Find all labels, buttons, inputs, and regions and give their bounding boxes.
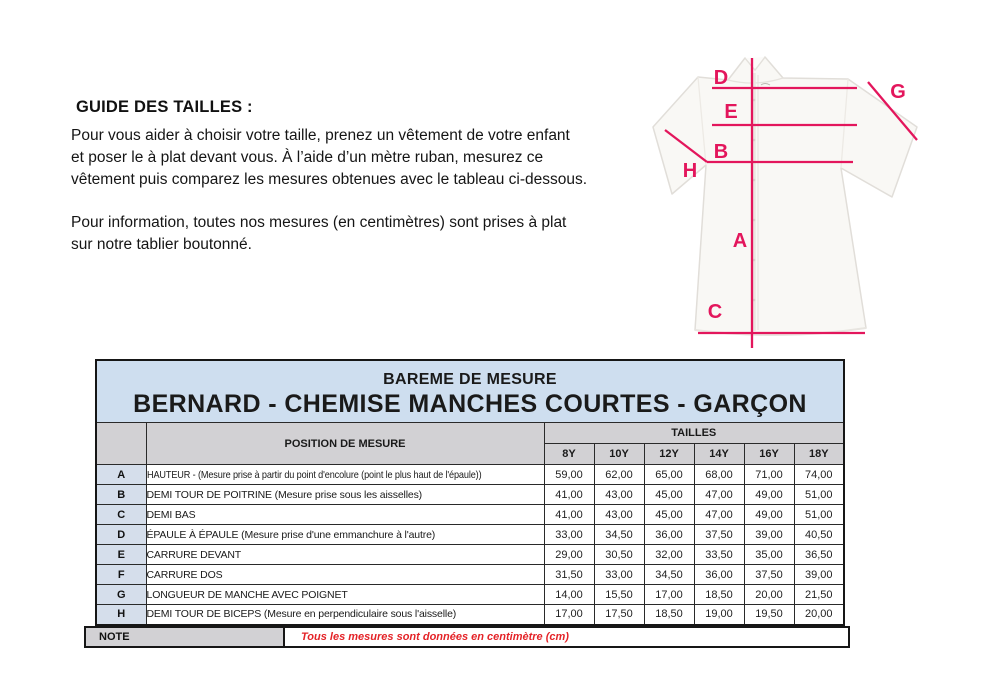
row-value: 41,00 xyxy=(544,485,594,505)
shirt-measurement-diagram xyxy=(645,25,955,355)
row-label: LONGUEUR DE MANCHE AVEC POIGNET xyxy=(146,585,544,605)
size-column-header: 14Y xyxy=(694,444,744,465)
row-value: 68,00 xyxy=(694,465,744,485)
row-value: 35,00 xyxy=(744,545,794,565)
row-value: 19,50 xyxy=(744,605,794,625)
row-value: 32,00 xyxy=(644,545,694,565)
table-title: BAREME DE MESURE xyxy=(383,370,557,388)
measure-label-d: D xyxy=(713,67,729,89)
row-value: 47,00 xyxy=(694,505,744,525)
intro-title: GUIDE DES TAILLES : xyxy=(76,98,253,116)
measure-label-e: E xyxy=(724,101,738,123)
row-label: CARRURE DOS xyxy=(146,565,544,585)
row-value: 17,50 xyxy=(594,605,644,625)
row-value: 14,00 xyxy=(544,585,594,605)
row-value: 37,50 xyxy=(694,525,744,545)
row-code: A xyxy=(96,465,146,485)
row-label: DEMI TOUR DE BICEPS (Mesure en perpendiculaire sous l'aisselle) xyxy=(146,605,544,625)
corner-cell xyxy=(96,423,146,465)
measurement-table xyxy=(95,359,845,626)
row-value: 65,00 xyxy=(644,465,694,485)
measure-label-h: H xyxy=(682,160,698,182)
table-subtitle: BERNARD - CHEMISE MANCHES COURTES - GARÇON xyxy=(133,389,807,418)
row-value: 33,00 xyxy=(544,525,594,545)
note-label: NOTE xyxy=(86,628,285,646)
row-value: 30,50 xyxy=(594,545,644,565)
size-column-header: 10Y xyxy=(594,444,644,465)
size-column-header: 12Y xyxy=(644,444,694,465)
row-value: 59,00 xyxy=(544,465,594,485)
row-value: 62,00 xyxy=(594,465,644,485)
row-value: 33,50 xyxy=(694,545,744,565)
size-column-header: 16Y xyxy=(744,444,794,465)
row-value: 43,00 xyxy=(594,485,644,505)
intro-paragraph-2 xyxy=(71,212,656,256)
table-row xyxy=(96,485,844,505)
row-value: 40,50 xyxy=(794,525,844,545)
table-row xyxy=(96,505,844,525)
row-value: 49,00 xyxy=(744,485,794,505)
table-row xyxy=(96,605,844,625)
table-row xyxy=(96,545,844,565)
note-text: Tous les mesures sont données en centimètre (cm) xyxy=(301,631,569,643)
row-code: E xyxy=(96,545,146,565)
table-row xyxy=(96,525,844,545)
row-code: H xyxy=(96,605,146,625)
row-code: F xyxy=(96,565,146,585)
row-value: 19,00 xyxy=(694,605,744,625)
row-value: 74,00 xyxy=(794,465,844,485)
row-value: 36,00 xyxy=(694,565,744,585)
note-row xyxy=(84,626,850,648)
row-value: 37,50 xyxy=(744,565,794,585)
row-value: 39,00 xyxy=(794,565,844,585)
table-title-band xyxy=(96,360,844,423)
measure-label-c: C xyxy=(707,301,723,323)
row-value: 49,00 xyxy=(744,505,794,525)
row-value: 18,50 xyxy=(694,585,744,605)
row-value: 33,00 xyxy=(594,565,644,585)
intro-p2-line2: sur notre tablier boutonné. xyxy=(71,236,252,253)
row-value: 41,00 xyxy=(544,505,594,525)
row-label: ÉPAULE À ÉPAULE (Mesure prise d'une emmanchure à l'autre) xyxy=(146,525,544,545)
measure-label-a: A xyxy=(732,230,748,252)
row-value: 43,00 xyxy=(594,505,644,525)
row-value: 18,50 xyxy=(644,605,694,625)
row-label: DEMI BAS xyxy=(146,505,544,525)
sizes-header: TAILLES xyxy=(544,423,844,444)
row-code: G xyxy=(96,585,146,605)
intro-paragraph-1 xyxy=(71,125,656,191)
row-value: 36,00 xyxy=(644,525,694,545)
measure-label-g: G xyxy=(890,81,906,103)
table-row xyxy=(96,585,844,605)
row-value: 71,00 xyxy=(744,465,794,485)
intro-p1-line2: et poser le à plat devant vous. À l’aide d’un mètre ruban, mesurez ce xyxy=(71,149,544,166)
row-value: 17,00 xyxy=(544,605,594,625)
row-value: 20,00 xyxy=(794,605,844,625)
row-code: D xyxy=(96,525,146,545)
intro-p1-line1: Pour vous aider à choisir votre taille, prenez un vêtement de votre enfant xyxy=(71,127,570,144)
table-row xyxy=(96,565,844,585)
row-value: 45,00 xyxy=(644,485,694,505)
row-value: 36,50 xyxy=(794,545,844,565)
measure-label-b: B xyxy=(713,141,729,163)
row-label: CARRURE DEVANT xyxy=(146,545,544,565)
row-value: 21,50 xyxy=(794,585,844,605)
row-value: 47,00 xyxy=(694,485,744,505)
row-value: 51,00 xyxy=(794,485,844,505)
row-value: 31,50 xyxy=(544,565,594,585)
size-column-header: 8Y xyxy=(544,444,594,465)
row-value: 15,50 xyxy=(594,585,644,605)
shirt-illustration xyxy=(653,57,917,335)
row-value: 29,00 xyxy=(544,545,594,565)
shirt-body xyxy=(653,57,917,335)
row-value: 20,00 xyxy=(744,585,794,605)
row-value: 45,00 xyxy=(644,505,694,525)
size-guide-intro xyxy=(71,98,656,256)
row-code: C xyxy=(96,505,146,525)
intro-p1-line3: vêtement puis comparez les mesures obtenues avec le tableau ci-dessous. xyxy=(71,171,588,188)
table-row xyxy=(96,465,844,485)
row-value: 34,50 xyxy=(644,565,694,585)
row-label: DEMI TOUR DE POITRINE (Mesure prise sous les aisselles) xyxy=(146,485,544,505)
row-value: 17,00 xyxy=(644,585,694,605)
row-value: 51,00 xyxy=(794,505,844,525)
row-value: 39,00 xyxy=(744,525,794,545)
intro-p2-line1: Pour information, toutes nos mesures (en centimètres) sont prises à plat xyxy=(71,214,567,231)
row-label: HAUTEUR - (Mesure prise à partir du point d'encolure (point le plus haut de l'épaule)) xyxy=(146,465,544,485)
row-code: B xyxy=(96,485,146,505)
position-header: POSITION DE MESURE xyxy=(146,423,544,465)
row-value: 34,50 xyxy=(594,525,644,545)
size-column-header: 18Y xyxy=(794,444,844,465)
